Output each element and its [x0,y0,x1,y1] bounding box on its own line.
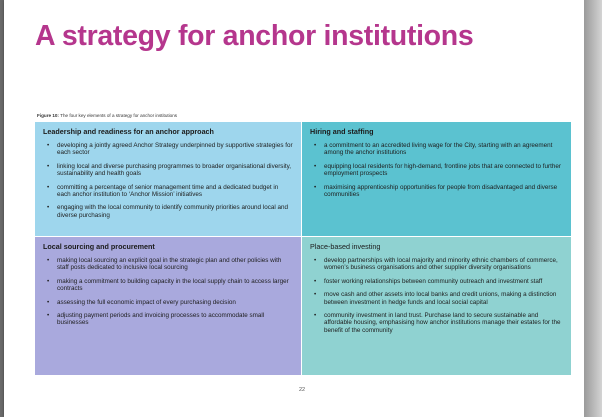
bullet-icon: • [47,183,50,191]
bullet-icon: • [47,142,50,149]
bullet-icon: • [314,162,317,170]
list-item-text: making a commitment to building capacity in the local supply chain to access larger contracts [57,277,289,293]
strategy-grid [35,122,571,375]
list-item [310,312,563,334]
quadrant-heading: Place-based investing [310,242,381,251]
quadrant-hiring [302,122,571,236]
list-item-text: equipping local residents for high-demand, frontline jobs that are connected to further employment prospects [324,162,561,178]
page-title: A strategy for anchor institutions [35,20,474,52]
bullet-icon: • [314,257,317,264]
list-item [43,312,293,327]
list-item [310,142,563,157]
list-item-text: linking local and diverse purchasing programmes to broader organisational diversity, sustainability and health goals [57,162,292,178]
list-item [43,163,293,178]
bullet-list [43,257,293,327]
bullet-icon: • [47,298,50,306]
list-item [43,257,293,272]
list-item-text: engaging with the local community to identify community priorities around local and diverse purchasing [57,204,289,219]
list-item-text: committing a percentage of senior management time and a dedicated budget in each anchor institution to ‘Anchor Mission’ initiatives [57,183,279,199]
bullet-icon: • [47,204,50,212]
page-number: 22 [299,387,306,393]
list-item [43,278,293,293]
list-item-text: foster working relationships between community outreach and investment staff [324,277,543,285]
figure-caption-label: Figure 10: [37,113,59,118]
bullet-icon: • [314,183,317,191]
list-item [43,299,293,306]
list-item [43,184,293,199]
list-item-text: adjusting payment periods and invoicing processes to accommodate small businesses [57,312,265,327]
list-item-text: community investment in land trust. Purchase land to secure sustainable and affordable housing, emphasising how anchor institutions manage their estates for the benefit of the community [324,312,561,334]
list-item [310,184,563,199]
list-item [310,257,563,272]
quadrant-heading: Leadership and readiness for an anchor approach [43,127,214,136]
figure-caption [37,113,177,118]
list-item [310,278,563,285]
bullet-list [310,257,563,334]
list-item [310,163,563,178]
list-item-text: making local sourcing an explicit goal in the strategic plan and other policies with staff posts dedicated to inclusive local sourcing [57,257,282,272]
quadrant-place-based-investing [302,237,571,375]
quadrant-heading: Hiring and staffing [310,127,374,136]
list-item-text: maximising apprenticeship opportunities for people from disadvantaged and diverse communities [324,183,558,199]
bullet-icon: • [314,312,317,320]
bullet-icon: • [47,312,50,320]
list-item-text: developing a jointly agreed Anchor Strategy underpinned by supportive strategies for each sector [57,142,293,157]
bullet-list [310,142,563,198]
list-item [43,142,293,157]
viewer-scroll-edge[interactable] [584,0,602,417]
document-page [4,0,584,417]
bullet-icon: • [47,257,50,264]
list-item [43,204,293,219]
bullet-icon: • [314,277,317,285]
quadrant-heading: Local sourcing and procurement [43,242,155,251]
figure-caption-text: The four key elements of a strategy for anchor institutions [58,113,178,118]
list-item [310,291,563,306]
list-item-text: assessing the full economic impact of every purchasing decision [57,298,236,306]
quadrant-local-sourcing [35,237,301,375]
list-item-text: move cash and other assets into local banks and credit unions, making a distinction between investment in hedge funds and local social capital [324,291,557,306]
bullet-list [43,142,293,219]
bullet-icon: • [314,142,317,149]
list-item-text: a commitment to an accredited living wage for the City, starting with an agreement among the anchor institutions [324,142,553,157]
bullet-icon: • [47,277,50,285]
bullet-icon: • [47,162,50,170]
bullet-icon: • [314,291,317,299]
list-item-text: develop partnerships with local majority and minority ethnic chambers of commerce, women’s business organisations and other supplier diversity organisations [324,257,558,272]
quadrant-leadership [35,122,301,236]
